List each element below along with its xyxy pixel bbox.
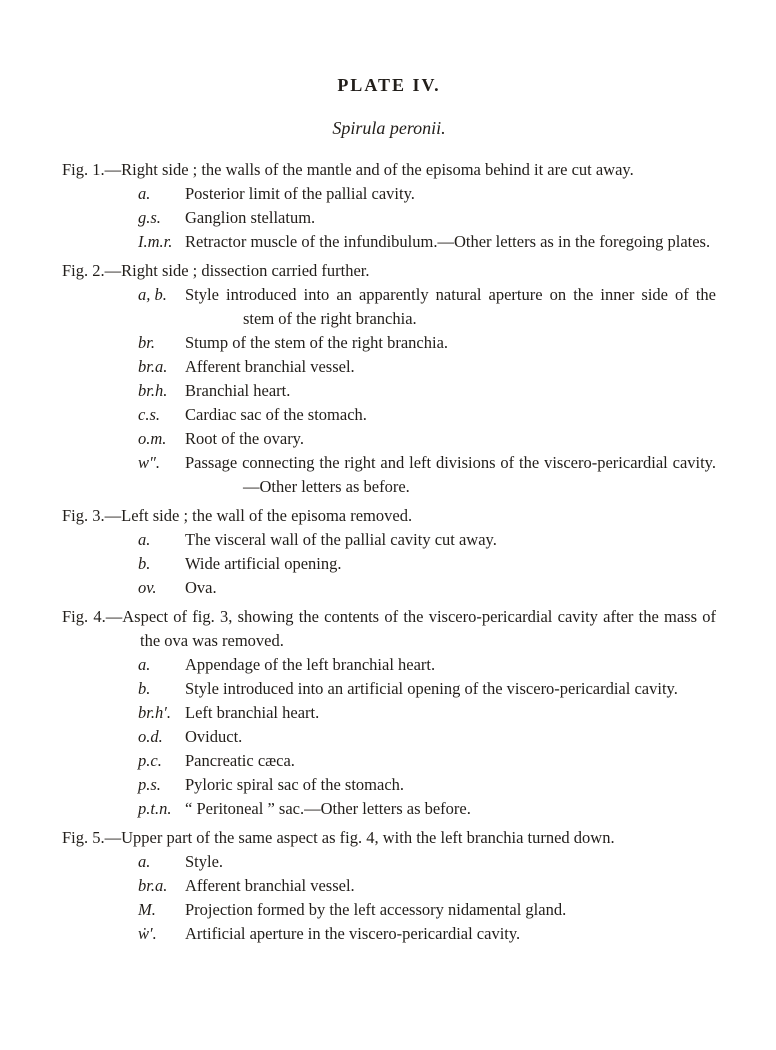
legend-text: Afferent branchial vessel. bbox=[185, 357, 355, 376]
legend-key: a, b. bbox=[138, 285, 167, 304]
figure-2-caption: —Right side ; dissection carried further. bbox=[104, 261, 370, 280]
figure-5-label: Fig. 5. bbox=[62, 828, 105, 847]
figure-2-label: Fig. 2. bbox=[62, 261, 105, 280]
legend-text: Projection formed by the left accessory nidamental gland. bbox=[185, 900, 567, 919]
legend-entry bbox=[62, 773, 716, 797]
legend-key: g.s. bbox=[138, 208, 161, 227]
legend-entry bbox=[62, 576, 716, 600]
legend-entry bbox=[62, 898, 716, 922]
figure-4-section bbox=[62, 605, 716, 821]
legend-text: Pancreatic cæca. bbox=[185, 751, 295, 770]
figure-1-heading bbox=[62, 158, 716, 182]
legend-entry bbox=[62, 850, 716, 874]
legend-key: ẇ′. bbox=[138, 924, 157, 943]
legend-text: Retractor muscle of the infundibulum.—Other letters as in the foregoing plates. bbox=[185, 232, 711, 251]
plate-title: PLATE IV. bbox=[337, 75, 441, 95]
legend-key: b. bbox=[138, 554, 151, 573]
legend-key: br. bbox=[138, 333, 155, 352]
legend-key: b. bbox=[138, 679, 151, 698]
legend-entry bbox=[62, 283, 716, 331]
legend-key: p.s. bbox=[138, 775, 161, 794]
legend-key: a. bbox=[138, 655, 151, 674]
figure-1-caption: —Right side ; the walls of the mantle and of the episoma behind it are cut away. bbox=[104, 160, 634, 179]
legend-entry bbox=[62, 701, 716, 725]
legend-entry bbox=[62, 749, 716, 773]
legend-key: M. bbox=[138, 900, 156, 919]
legend-entry bbox=[62, 182, 716, 206]
legend-key: o.d. bbox=[138, 727, 163, 746]
legend-text: “ Peritoneal ” sac.—Other letters as before. bbox=[185, 799, 471, 818]
legend-entry bbox=[62, 922, 716, 946]
legend-key: p.c. bbox=[138, 751, 162, 770]
legend-entry bbox=[62, 230, 716, 254]
legend-key: w″. bbox=[138, 453, 161, 472]
legend-key: c.s. bbox=[138, 405, 160, 424]
figure-3-section bbox=[62, 504, 716, 600]
legend-key: a. bbox=[138, 184, 151, 203]
legend-text: Pyloric spiral sac of the stomach. bbox=[185, 775, 405, 794]
figure-5-section bbox=[62, 826, 716, 946]
figure-1-section bbox=[62, 158, 716, 254]
legend-text: Branchial heart. bbox=[185, 381, 291, 400]
legend-key: I.m.r. bbox=[138, 232, 173, 251]
legend-key: o.m. bbox=[138, 429, 167, 448]
legend-entry bbox=[62, 653, 716, 677]
legend-text: Stump of the stem of the right branchia. bbox=[185, 333, 449, 352]
legend-entry bbox=[62, 427, 716, 451]
legend-text: Afferent branchial vessel. bbox=[185, 876, 355, 895]
legend-text: Root of the ovary. bbox=[185, 429, 304, 448]
legend-key: br.a. bbox=[138, 357, 168, 376]
figure-5-heading bbox=[62, 826, 716, 850]
legend-entry bbox=[62, 874, 716, 898]
legend-key: p.t.n. bbox=[138, 799, 172, 818]
figure-3-caption: —Left side ; the wall of the episoma removed. bbox=[104, 506, 413, 525]
figure-4-caption: —Aspect of fig. 3, showing the contents of the viscero-pericardial cavity after the mass of the ova was removed. bbox=[105, 607, 716, 650]
legend-entry bbox=[62, 725, 716, 749]
figure-2-heading bbox=[62, 259, 716, 283]
figure-3-label: Fig. 3. bbox=[62, 506, 105, 525]
legend-key: ov. bbox=[138, 578, 157, 597]
legend-entry bbox=[62, 677, 716, 701]
figure-4-label: Fig. 4. bbox=[62, 607, 106, 626]
legend-text: Passage connecting the right and left divisions of the viscero-pericardial cavity.—Other letters as before. bbox=[185, 453, 716, 496]
legend-entry bbox=[62, 355, 716, 379]
legend-text: Style introduced into an apparently natural aperture on the inner side of the stem of the right branchia. bbox=[185, 285, 716, 328]
legend-key: a. bbox=[138, 530, 151, 549]
legend-text: The visceral wall of the pallial cavity cut away. bbox=[185, 530, 497, 549]
legend-key: br.h. bbox=[138, 381, 168, 400]
legend-text: Left branchial heart. bbox=[185, 703, 320, 722]
legend-entry bbox=[62, 552, 716, 576]
legend-key: br.a. bbox=[138, 876, 168, 895]
legend-text: Oviduct. bbox=[185, 727, 243, 746]
figure-1-label: Fig. 1. bbox=[62, 160, 105, 179]
legend-text: Ganglion stellatum. bbox=[185, 208, 316, 227]
legend-text: Posterior limit of the pallial cavity. bbox=[185, 184, 415, 203]
figure-legend-list bbox=[62, 158, 716, 946]
species-subtitle: Spirula peronii. bbox=[332, 118, 446, 138]
figure-3-heading bbox=[62, 504, 716, 528]
figure-4-heading bbox=[62, 605, 716, 653]
figure-5-caption: —Upper part of the same aspect as fig. 4, with the left branchia turned down. bbox=[104, 828, 615, 847]
legend-text: Ova. bbox=[185, 578, 217, 597]
legend-key: br.h′. bbox=[138, 703, 171, 722]
legend-text: Cardiac sac of the stomach. bbox=[185, 405, 367, 424]
legend-text: Wide artificial opening. bbox=[185, 554, 342, 573]
legend-text: Appendage of the left branchial heart. bbox=[185, 655, 436, 674]
legend-key: a. bbox=[138, 852, 151, 871]
legend-entry bbox=[62, 379, 716, 403]
figure-2-section bbox=[62, 259, 716, 499]
legend-text: Style. bbox=[185, 852, 224, 871]
legend-entry bbox=[62, 206, 716, 230]
legend-entry bbox=[62, 451, 716, 499]
legend-entry bbox=[62, 331, 716, 355]
legend-text: Artificial aperture in the viscero-pericardial cavity. bbox=[185, 924, 521, 943]
legend-text: Style introduced into an artificial opening of the viscero-pericardial cavity. bbox=[185, 679, 678, 698]
legend-entry bbox=[62, 797, 716, 821]
legend-entry bbox=[62, 528, 716, 552]
legend-entry bbox=[62, 403, 716, 427]
